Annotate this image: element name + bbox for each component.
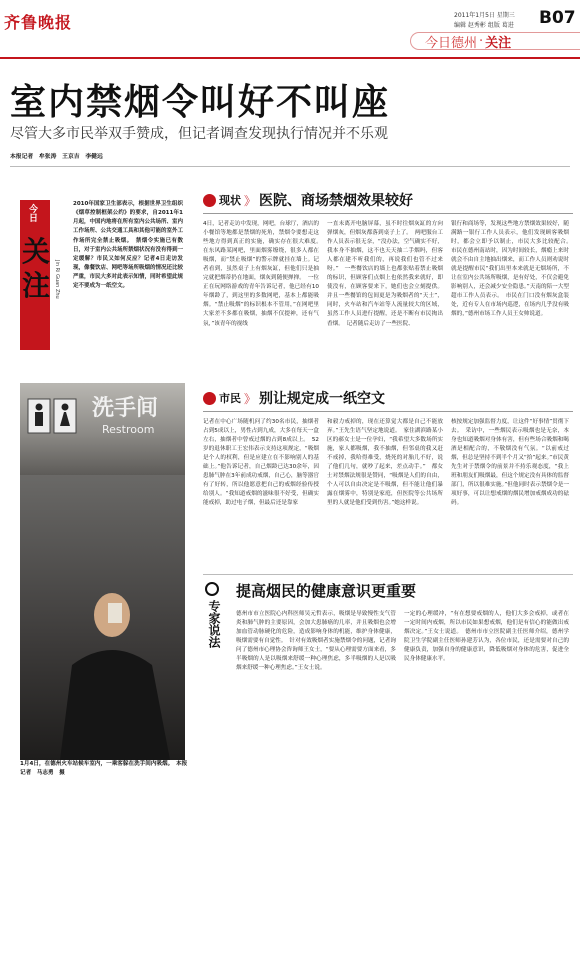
badge-pinyin: Jin Ri Guan Zhu: [54, 260, 60, 299]
section-bullet-icon: [203, 392, 216, 405]
section-title: 别让规定成一纸空文: [259, 391, 386, 407]
section-status-col-2: 一直未离开电脑屏幕，虽不时往烟灰缸的方向弹烟灰，但烟灰都落到桌子上了。 两吧服台工作人员表示很无奈，“没办法，空气确实不好，我本身不抽烟，这不也天天抽二手烟吗，但客人都在建不听我们的，再说我们也管不过来呀。” 一些餐饮店的墙上也都张贴着禁止吸烟的标识，但顾客们点烟上也依然我来就好，即使没有，在顾客要来下，她们也会立刻提供。并且一些餐馆的包间更是为吸烟者的“天土”，同时，火车站和汽车站等人流量较大的区域，虽然工作人员进行提醒，还是不断有市民掏出香烟。 记者随后走访了一些医院、: [327, 221, 443, 327]
expert-tag: 专家说法: [207, 600, 221, 648]
editor-credits: 编辑 赵秀彬 组版 葛进: [454, 22, 514, 29]
issue-date: 2011年1月5日 星期三: [454, 12, 515, 19]
section-bracket: 》: [244, 193, 257, 208]
smoker-photo: [20, 475, 185, 760]
masthead-rule: [0, 57, 580, 59]
divider: [203, 574, 573, 575]
section-citizens-col-3: 核按规定加强监督力度，让这件“好事情”贯彻下去。 采访中，一些烟民表示吸烟也是无奈，本身也知道吸烟对身体有害，但有些场合吸烟和喝酒是相配合的，不敬烟没有气氛。“以前戒过烟，但总是坚持不到半个月又“拾”起来。”市民黄先生对于禁烟令的前景并不持乐观态度，“我上班和朋友们吸烟最，但这个规定没有具体的监督部门，所以很难实施。”但他同时表示禁烟令是一项好事，可以让想戒烟的烟民增加戒烟成功的砝码。: [451, 419, 569, 507]
photo-caption: 1月4日，在德州火车站候车室内，一乘客躲在洗手间内吸烟。 本报记者 马志勇 摄: [20, 761, 188, 776]
badge-char-2: 注: [22, 269, 51, 302]
section-rule: [203, 213, 573, 214]
section-citizens-col-2: 和毅力戒掉的，现在还算觉大都是自己不能放弃。”王先生语气坚定地说道。 家住湖滨路某小区的郝女士是一位孕妇，“我希望大多数场所实施，家人都吸烟，我不抽烟，但邻桌的我又赶不戒掉，我哈得难受，烧死的对胎儿不好，说了他们几句，就吵了起来，差点动手。” 都女士对禁烟法规很是赞同，“吸烟是人们的自由，个人可以自由决定是不吸烟，但不能让他们暴露在烟雾中，特别是家庭，但医院等公共场所里的人就是他们受到伤害。”她这样说。: [327, 419, 443, 507]
divider: [10, 166, 570, 167]
intro-text: 2010年国家卫生部表示，根据世界卫生组织《烟草控制框架公约》的要求，自2011年1月起，中国内地将在所有室内公共场所、室内工作场所、公共交通工具和其他可能的室外工作场所完全禁止吸烟。 禁烟令实施已有数日，对于室内公共场所禁烟状况有没有得到一定缓解？市民又如何反应？记者4日走访发现，像餐饮店、网吧等场所吸烟的情况还比较严重，市民大多对此表示知情，同时希望此规定不要成为一纸空文。: [73, 201, 184, 290]
page-number: B07: [539, 8, 576, 28]
section-status-col-1: 4日，记者走访中发现，网吧，台球厅，酒店的小餐馆等地都是禁烟的死角，禁烟令要想走这些地方得到真正的实施，确实存在很大难度。 在东风路某网吧，里面烟雾缭绕，很多人都在吸烟，而“禁止吸烟”的警示牌就挂在墙上。记者看到，虽然桌子上有烟灰缸，但他们只是抽完就把烟蒂扔在地面，烟灰到随便掸掸。 一位正在玩网络游戏的青年告诉记者，他已经有10年烟龄了，到这里的多数网吧，基本上都能吸烟。“禁止吸烟”的标识根本不管用，”在网吧里大家差不多都在吸烟，抽烟不仅提神，还有气氛，”该青年的视线: [203, 221, 325, 327]
section-tag: 市民: [219, 392, 241, 405]
section-status-header: [203, 188, 573, 212]
intro-box: [73, 200, 183, 380]
section-tag: 现状: [219, 194, 241, 207]
expert-title: 提高烟民的健康意识更重要: [236, 582, 417, 600]
byline: 本报记者 牟张涛 王京吉 李健远: [10, 154, 103, 160]
person-icon: [20, 475, 185, 760]
section-rule: [203, 411, 573, 412]
section-separator: ·: [479, 33, 484, 49]
section-label: [410, 32, 580, 50]
sign-text-en: Restroom: [102, 423, 155, 436]
masthead: [0, 0, 580, 60]
section-title: 医院、商场禁烟效果较好: [259, 193, 414, 209]
badge-char-1: 关: [22, 235, 51, 268]
headline: 室内禁烟令叫好不叫座: [10, 82, 391, 123]
section-expert-col-2: 一定的心理缓冲，“有在想要戒烟的人，他们大多会戒掉，或者在一定时间内戒烟，所以市民如果想戒烟，他们是有信心的能做出戒烟决定。”王女士说道。 德州市市立医院副主任医师介绍，德州学院卫生学院副主任医师孙建芳认为，各位市民，还是需要对自己的健康负责，加强自身的健康意识，降低吸烟对身体的危害，促进全民身体健康水平。: [404, 611, 569, 663]
sign-text: 洗手间: [92, 396, 159, 421]
section-citizens-col-1: 记者在中心广场随机问了约30名市民，抽烟者占到5成以上，男性占到九成，大多在每天一盒左右，抽烟者中曾戒过烟的占到8成以上。 52岁的退休职工王宏伟表示支持这项规定，“吸烟是个人的权利，但是应建立在不影响别人的基础上。”他告诉记者，自己烟龄已达30余年，因患肺气肿在3年前成功戒烟，自己心，脑等器官有了好转，所以他愿意把自己的戒烟经验传授给别人。“我知道戒烟的滋味很不好受，但确实能戒掉，助过电子烟，但最后还是靠家: [203, 419, 319, 507]
subheadline: 尽管大多市民举双手赞成，但记者调查发现执行情况并不乐观: [10, 126, 388, 142]
newspaper-logo: 齐鲁晚报: [4, 13, 73, 32]
expert-bullet-icon: [205, 582, 219, 596]
focus-badge: [20, 200, 64, 375]
restroom-sign-photo: [20, 383, 185, 475]
section-citizens-header: [203, 386, 573, 410]
badge-today: 今日: [27, 204, 37, 222]
section-subname: 关注: [485, 35, 512, 51]
section-expert-col-1: 德州市市立医院心内科医师吴元哲表示，吸烟是导致慢性支气管炎和肺气肿的主要原因，会加大患肺癌的几率，并且吸烟也会增加血管动脉硬化的危险，造成影响身体的机能，维护身体健康，吸烟需要有自觉性。 针对有效吸烟者实施禁烟令的问题，记者询问了德州市心理协会咨询师王女士，“要从心理需要方面来看，多半吸烟的人是以吸烟来舒缓一种心理焦虑，多半吸烟的人是以吸烟来舒缓一种心理焦虑。”王女士说。: [236, 611, 396, 672]
section-name: 今日德州: [425, 35, 478, 51]
section-status-col-3: 银行和商场等，发现这些地方禁烟效果较好，随满路一银行工作人员表示，他们发现顾客吸烟时，都会立即予以制止，市民大多比较配合。 市民在德州南站时，因为时间较长，烟瘾上来时就会不由自主地抽出烟来，而工作人员则劝说时就是提醒市民“我们出里本来就是无烟场所，不让在室内公共场所吸烟，是有好处，不仅会避免影响别人，还会减少安全隐患。”天南的陪一大型超市工作人员表示。 市民在门口没有烟灰盒装处，近有专人在市场内巡逻，在场内几乎没有吸烟的，”德州市场工作人员王女帅说道。: [451, 221, 575, 318]
section-bullet-icon: [203, 194, 216, 207]
section-bracket: 》: [244, 391, 257, 406]
